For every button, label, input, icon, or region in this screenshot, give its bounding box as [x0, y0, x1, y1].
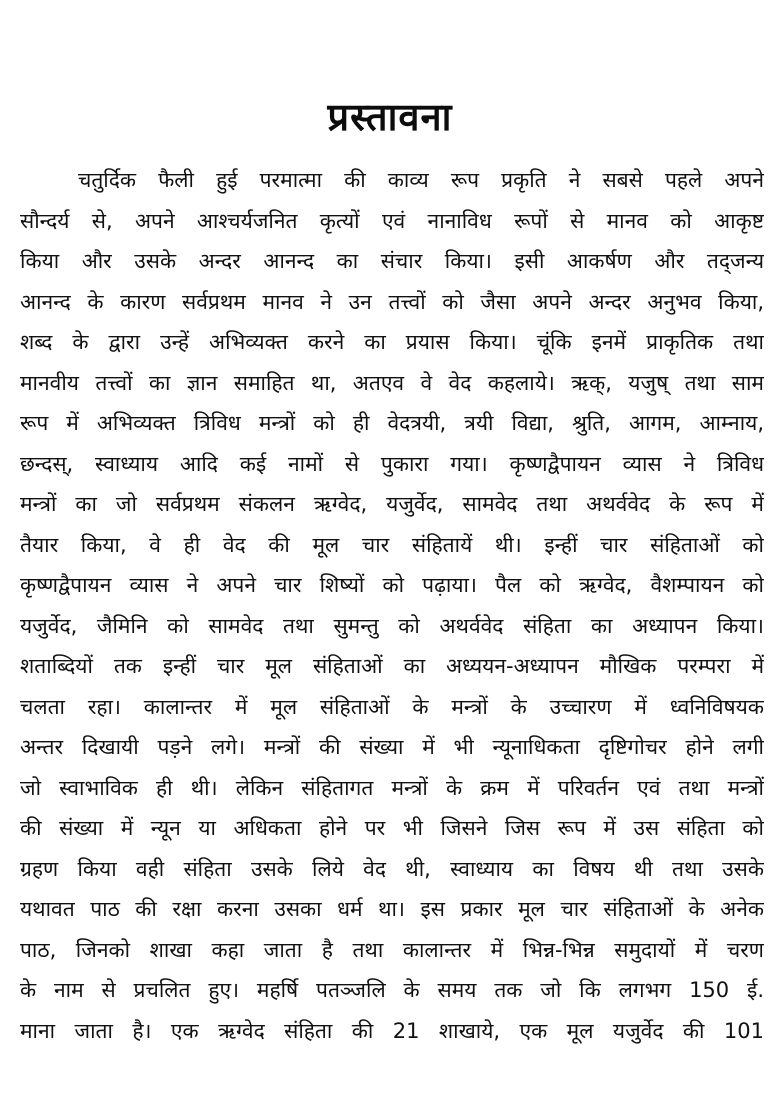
- text-line: आनन्द के कारण सर्वप्रथम मानव ने उन तत्त्वों को जैसा अपने अन्दर अनुभव किया,: [20, 289, 764, 314]
- text-line: जो स्वाभाविक ही थी। लेकिन संहितागत मन्त्रों के क्रम में परिवर्तन एवं तथा मन्त्रों: [20, 775, 764, 800]
- text-line: चलता रहा। कालान्तर में मूल संहिताओं के मन्त्रों के उच्चारण में ध्वनिविषयक: [20, 694, 764, 719]
- text-line: रूप में अभिव्यक्त त्रिविध मन्त्रों को ही वेदत्रयी, त्रयी विद्या, श्रुति, आगम, आम्नाय,: [20, 411, 764, 435]
- text-line: मानवीय तत्त्वों का ज्ञान समाहित था, अतएव वे वेद कहलाये। ऋक्, यजुष् तथा साम: [20, 370, 764, 395]
- text-line: कृष्णद्वैपायन व्यास ने अपने चार शिष्यों को पढ़ाया। पैल को ऋग्वेद, वैशम्पायन को: [20, 573, 764, 597]
- text-line: अन्तर दिखायी पड़ने लगे। मन्त्रों की संख्या में भी न्यूनाधिकता दृष्टिगोचर होने लगी: [20, 735, 764, 759]
- text-line: किया और उसके अन्दर आनन्द का संचार किया। इसी आकर्षण और तद्‌जन्य: [20, 249, 764, 273]
- text-line: शब्द के द्वारा उन्हें अभिव्यक्त करने का प्रयास किया। चूंकि इनमें प्राकृतिक तथा: [20, 330, 764, 354]
- text-line: के नाम से प्रचलित हुए। महर्षि पतञ्जलि के समय तक जो कि लगभग 150 ई.: [20, 978, 764, 1002]
- text-line: यजुर्वेद, जैमिनि को सामवेद तथा सुमन्तु को अथर्ववेद संहिता का अध्यापन किया।: [20, 613, 764, 638]
- page-title: प्रस्तावना: [327, 95, 453, 140]
- text-line: यथावत पाठ की रक्षा करना उसका धर्म था। इस प्रकार मूल चार संहिताओं के अनेक: [20, 897, 764, 921]
- body-paragraph: [20, 160, 764, 1051]
- text-line: ग्रहण किया वही संहिता उसके लिये वेद थी, स्वाध्याय का विषय थी तथा उसके: [20, 856, 764, 881]
- text-line: माना जाता है। एक ऋग्वेद संहिता की 21 शाखाये, एक मूल यजुर्वेद की 101: [20, 1018, 764, 1043]
- text-line: सौन्दर्य से, अपने आश्चर्यजनित कृत्यों एवं नानाविध रूपों से मानव को आकृष्ट: [20, 208, 764, 233]
- text-line: छन्दस्, स्वाध्याय आदि कई नामों से पुकारा गया। कृष्णद्वैपायन व्यास ने त्रिविध: [20, 451, 764, 476]
- text-line: पाठ, जिनको शाखा कहा जाता है तथा कालान्तर में भिन्न-भिन्न समुदायों में चरण: [20, 937, 764, 962]
- text-line: चतुर्दिक फैली हुई परमात्मा की काव्य रूप प्रकृति ने सबसे पहले अपने: [78, 168, 764, 192]
- text-line: शताब्दियों तक इन्हीं चार मूल संहिताओं का अध्ययन-अध्यापन मौखिक परम्परा में: [20, 654, 764, 678]
- text-line: तैयार किया, वे ही वेद की मूल चार संहितायें थी। इन्हीं चार संहिताओं को: [20, 532, 764, 557]
- text-line: मन्त्रों का जो सर्वप्रथम संकलन ऋग्वेद, यजुर्वेद, सामवेद तथा अथर्ववेद के रूप में: [20, 492, 764, 516]
- text-line: की संख्या में न्यून या अधिकता होने पर भी जिसने जिस रूप में उस संहिता को: [20, 816, 764, 840]
